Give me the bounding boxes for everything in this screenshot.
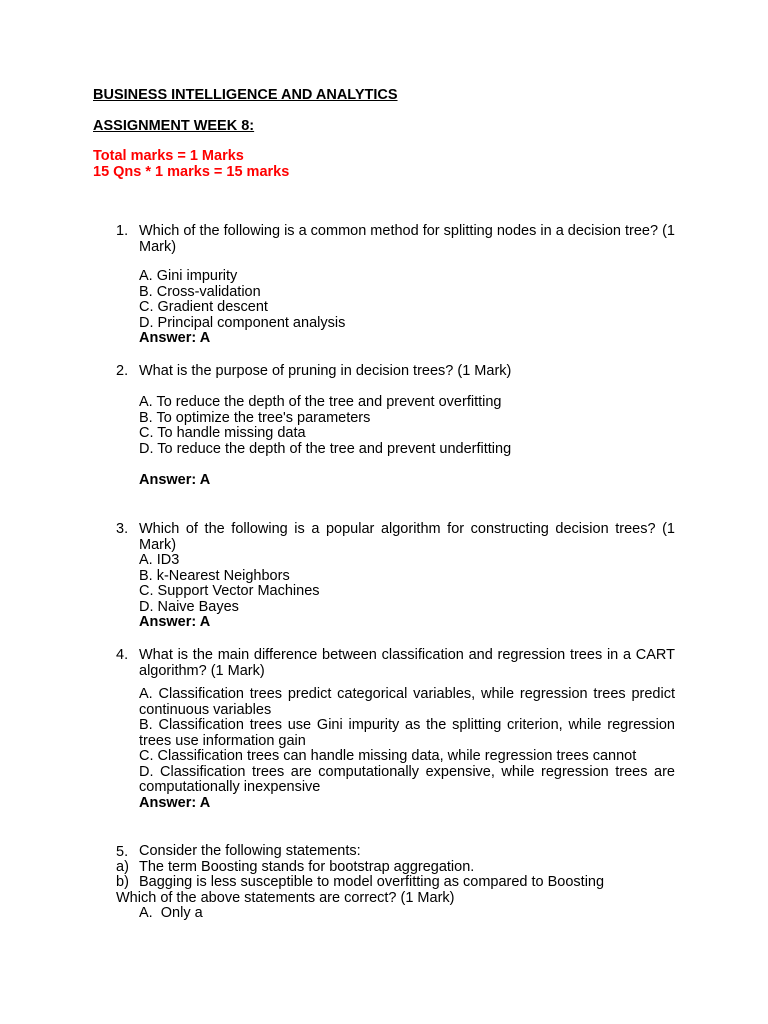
statement-a-label: a) — [116, 858, 129, 875]
statement-a-text: The term Boosting stands for bootstrap aggregation. — [139, 858, 475, 875]
option: B. k-Nearest Neighbors — [139, 567, 290, 584]
option: C. Gradient descent — [139, 299, 268, 315]
question-3-number: 3. — [116, 521, 129, 537]
option: D. Naive Bayes — [139, 598, 239, 615]
question-4-text: What is the main difference between classification and regression trees in a CART algorithm? (1 Mark) — [139, 647, 675, 679]
option: A. Classification trees predict categorical variables, while regression trees predict continuous variables — [139, 686, 675, 718]
question-3-answer: Answer: A — [139, 614, 211, 630]
option: B. Classification trees use Gini impurity as the splitting criterion, while regression trees use information gain — [139, 717, 675, 749]
question-5-prompt: Which of the above statements are correct? (1 Mark) — [116, 889, 455, 906]
option: D. To reduce the depth of the tree and prevent underfitting — [139, 440, 512, 457]
course-title: BUSINESS INTELLIGENCE AND ANALYTICS — [93, 87, 398, 103]
option: D. Principal component analysis — [139, 314, 346, 331]
option: D. Classification trees are computationally expensive, while regression trees are computationally inexpensive — [139, 763, 675, 795]
option: C. Support Vector Machines — [139, 583, 320, 599]
question-1-answer: Answer: A — [139, 330, 211, 346]
statement-b-label: b) — [116, 874, 129, 890]
question-2-number: 2. — [116, 363, 129, 379]
question-4-answer: Answer: A — [139, 794, 211, 811]
question-2-options — [139, 395, 675, 488]
question-3-text: Which of the following is a popular algorithm for constructing decision trees? (1 Mark) — [139, 521, 675, 553]
question-4-number: 4. — [116, 647, 129, 663]
option: A. To reduce the depth of the tree and prevent overfitting — [139, 394, 502, 410]
question-2-text: What is the purpose of pruning in decision trees? (1 Mark) — [139, 363, 512, 379]
option: B. To optimize the tree's parameters — [139, 409, 371, 426]
total-marks: Total marks = 1 Marks — [93, 148, 244, 164]
question-5-number: 5. — [116, 844, 129, 860]
marks-breakdown: 15 Qns * 1 marks = 15 marks — [93, 164, 290, 180]
statement-b-text: Bagging is less susceptible to model overfitting as compared to Boosting — [139, 874, 605, 890]
option: A. ID3 — [139, 552, 180, 568]
assignment-title: ASSIGNMENT WEEK 8: — [93, 118, 255, 134]
question-1-options — [139, 269, 675, 347]
question-5-text: Consider the following statements: — [139, 843, 361, 859]
question-4-options — [139, 687, 675, 811]
option: A. Gini impurity — [139, 268, 238, 284]
option: A. Only a — [139, 905, 203, 921]
question-2-answer: Answer: A — [139, 471, 211, 488]
question-1-text: Which of the following is a common method for splitting nodes in a decision tree? (1 Mark) — [139, 223, 675, 255]
option: B. Cross-validation — [139, 283, 261, 300]
question-3-options — [139, 553, 675, 631]
option: C. Classification trees can handle missing data, while regression trees cannot — [139, 748, 637, 764]
question-1-number: 1. — [116, 223, 129, 239]
option: C. To handle missing data — [139, 425, 306, 441]
